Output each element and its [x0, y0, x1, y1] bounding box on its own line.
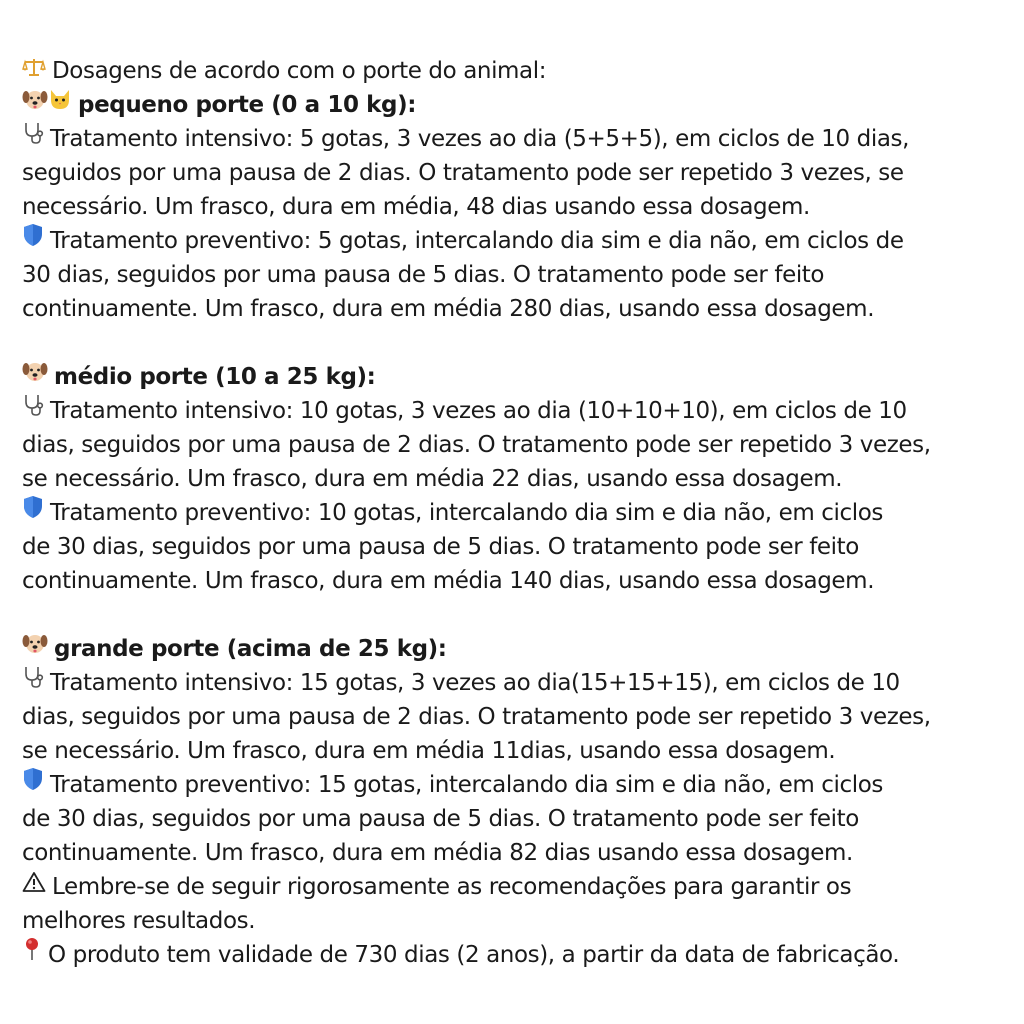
round-pushpin-icon: [22, 937, 42, 971]
medium-preventive-text-3: continuamente. Um frasco, dura em média 140 dias, usando essa dosagem.: [22, 568, 875, 594]
small-intensive-line-1: [22, 122, 1004, 157]
dog-face-icon: [22, 631, 48, 665]
large-preventive-line-1: [22, 768, 1004, 803]
small-intensive-text-2: seguidos por uma pausa de 2 dias. O tratamento pode ser repetido 3 vezes, se: [22, 160, 904, 186]
small-heading-line: [22, 88, 1004, 123]
large-intensive-text-3: se necessário. Um frasco, dura em média 11dias, usando essa dosagem.: [22, 738, 836, 764]
validity-line: [22, 938, 1004, 973]
large-preventive-text-1: Tratamento preventivo: 15 gotas, intercalando dia sim e dia não, em ciclos: [50, 772, 883, 798]
stethoscope-icon: [22, 121, 44, 155]
dog-face-icon: [22, 87, 48, 121]
medium-intensive-line-2: [22, 428, 1004, 462]
medium-preventive-line-1: [22, 496, 1004, 531]
medium-intensive-line-1: [22, 394, 1004, 429]
large-preventive-text-2: de 30 dias, seguidos por uma pausa de 5 dias. O tratamento pode ser feito: [22, 806, 859, 832]
medium-intensive-text-1: Tratamento intensivo: 10 gotas, 3 vezes ao dia (10+10+10), em ciclos de 10: [50, 398, 907, 424]
large-preventive-text-3: continuamente. Um frasco, dura em média 82 dias usando essa dosagem.: [22, 840, 853, 866]
large-intensive-line-2: [22, 700, 1004, 734]
medium-intensive-text-3: se necessário. Um frasco, dura em média 22 dias, usando essa dosagem.: [22, 466, 843, 492]
intro-title: Dosagens de acordo com o porte do animal:: [52, 58, 547, 84]
shield-icon: [22, 495, 44, 529]
large-preventive-line-2: [22, 802, 1004, 836]
medium-intensive-line-3: [22, 462, 1004, 496]
dog-face-icon: [22, 359, 48, 393]
medium-heading: médio porte (10 a 25 kg):: [54, 364, 376, 390]
warning-text-1: Lembre-se de seguir rigorosamente as recomendações para garantir os: [52, 874, 852, 900]
shield-icon: [22, 223, 44, 257]
small-intensive-line-2: [22, 156, 1004, 190]
small-heading: pequeno porte (0 a 10 kg):: [78, 92, 417, 118]
balance-scale-icon: [22, 53, 46, 87]
medium-preventive-text-2: de 30 dias, seguidos por uma pausa de 5 dias. O tratamento pode ser feito: [22, 534, 859, 560]
warning-icon: [22, 869, 46, 903]
medium-preventive-text-1: Tratamento preventivo: 10 gotas, intercalando dia sim e dia não, em ciclos: [50, 500, 883, 526]
stethoscope-icon: [22, 665, 44, 699]
warning-text-2: melhores resultados.: [22, 908, 256, 934]
medium-intensive-text-2: dias, seguidos por uma pausa de 2 dias. O tratamento pode ser repetido 3 vezes,: [22, 432, 931, 458]
large-heading-line: [22, 632, 1004, 667]
small-preventive-text-3: continuamente. Um frasco, dura em média 280 dias, usando essa dosagem.: [22, 296, 875, 322]
small-preventive-line-2: [22, 258, 1004, 292]
warning-line-1: [22, 870, 1004, 905]
stethoscope-icon: [22, 393, 44, 427]
warning-line-2: [22, 904, 1004, 938]
small-preventive-line-3: [22, 292, 1004, 326]
small-preventive-text-2: 30 dias, seguidos por uma pausa de 5 dias. O tratamento pode ser feito: [22, 262, 825, 288]
shield-icon: [22, 767, 44, 801]
intro-line: [22, 54, 1004, 89]
validity-text: O produto tem validade de 730 dias (2 anos), a partir da data de fabricação.: [48, 942, 900, 968]
medium-heading-line: [22, 360, 1004, 395]
small-preventive-text-1: Tratamento preventivo: 5 gotas, intercalando dia sim e dia não, em ciclos de: [50, 228, 904, 254]
small-intensive-text-3: necessário. Um frasco, dura em média, 48 dias usando essa dosagem.: [22, 194, 810, 220]
small-intensive-line-3: [22, 190, 1004, 224]
small-intensive-text-1: Tratamento intensivo: 5 gotas, 3 vezes ao dia (5+5+5), em ciclos de 10 dias,: [50, 126, 910, 152]
large-heading: grande porte (acima de 25 kg):: [54, 636, 447, 662]
cat-face-icon: [48, 87, 72, 121]
small-preventive-line-1: [22, 224, 1004, 259]
large-intensive-line-3: [22, 734, 1004, 768]
large-preventive-line-3: [22, 836, 1004, 870]
large-intensive-line-1: [22, 666, 1004, 701]
large-intensive-text-2: dias, seguidos por uma pausa de 2 dias. O tratamento pode ser repetido 3 vezes,: [22, 704, 931, 730]
medium-preventive-line-3: [22, 564, 1004, 598]
large-intensive-text-1: Tratamento intensivo: 15 gotas, 3 vezes ao dia(15+15+15), em ciclos de 10: [50, 670, 900, 696]
medium-preventive-line-2: [22, 530, 1004, 564]
